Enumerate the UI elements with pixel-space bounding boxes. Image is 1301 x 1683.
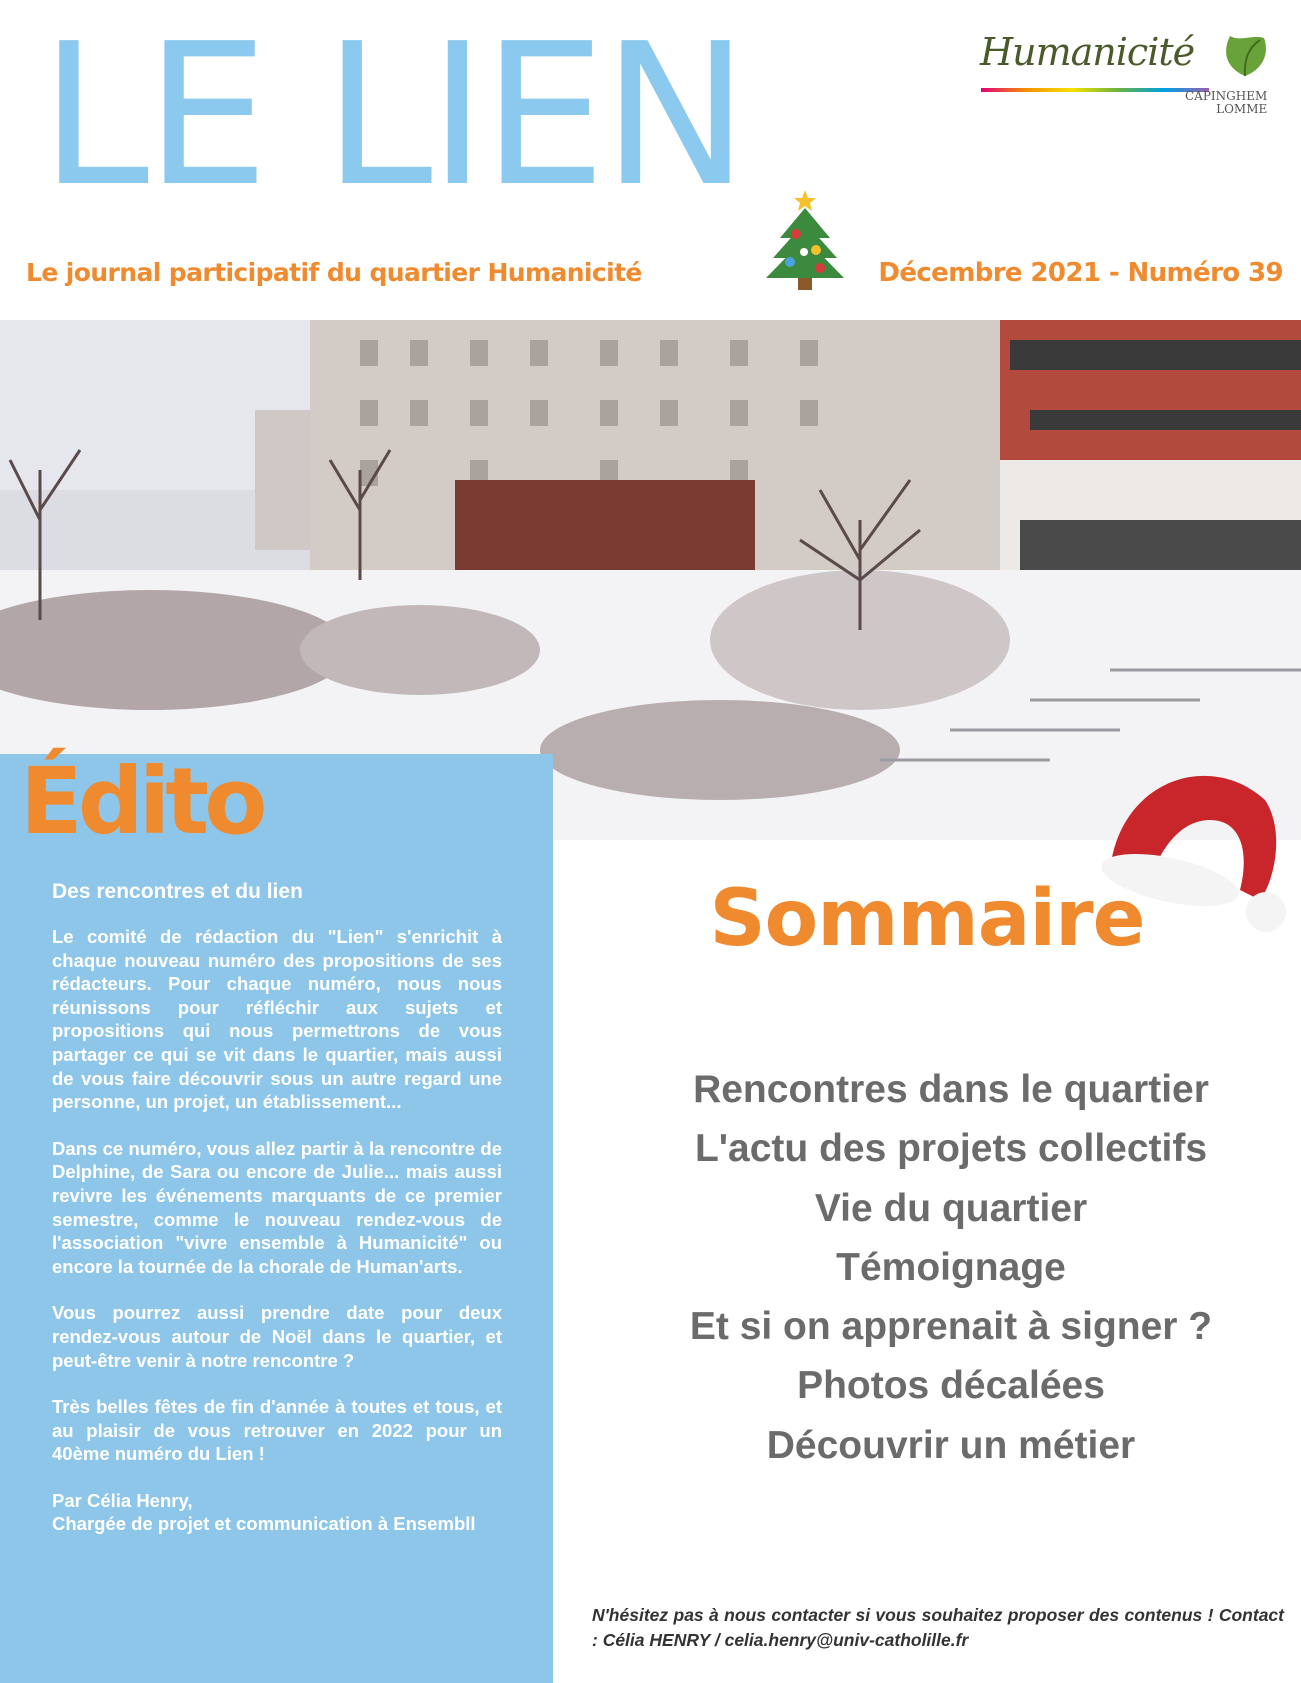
sommaire-item: Photos décalées (797, 1364, 1105, 1408)
sommaire-item: Découvrir un métier (766, 1423, 1136, 1467)
edito-signature (52, 1489, 502, 1536)
edito-paragraph: Dans ce numéro, vous allez partir à la rencontre de Delphine, de Sara ou encore de Julie... mais aussi revivre les événements marquants de ce premier semestre, comme le nouveau rendez-vous de l'association "vivre ensemble à Humanicité" ou encore la tournée de la chorale de Human'arts. (52, 1137, 502, 1277)
sommaire-item: Rencontres dans le quartier (693, 1068, 1209, 1111)
sommaire-item: L'actu des projets collectifs (694, 1127, 1208, 1171)
logo-place-line1: CAPINGHEM (1185, 89, 1268, 103)
edito-paragraph: Le comité de rédaction du "Lien" s'enrichit à chaque nouveau numéro des propositions de ses rédacteurs. Pour chaque numéro, nous nous réunissons pour réfléchir aux sujets et propositions qui nous permettrons de vous partager ce qui se vit dans le quartier, mais aussi de vous faire découvrir sous un autre regard une personne, un projet, un établissement... (52, 926, 502, 1113)
leaf-icon (1220, 30, 1270, 78)
logo-wordmark: Humanicité (980, 30, 1195, 74)
signature-role: Chargée de projet et communication à Ensembll (52, 1513, 476, 1535)
sommaire-list (553, 1060, 1301, 1475)
sommaire-title: Sommaire (709, 874, 1145, 964)
sommaire-item: Et si on apprenait à signer ? (689, 1305, 1213, 1349)
edito-body (52, 925, 502, 1559)
sommaire-item: Témoignage (836, 1245, 1066, 1289)
issue-date: Décembre 2021 - Numéro 39 (878, 258, 1283, 288)
edito-paragraph: Très belles fêtes de fin d'année à toutes et tous, et au plaisir de vous retrouver en 2022 pour un 40ème numéro du Lien ! (52, 1396, 502, 1465)
tagline: Le journal participatif du quartier Humanicité (26, 258, 642, 287)
edito-subtitle: Des rencontres et du lien (52, 880, 303, 903)
logo-color-bar (981, 88, 1209, 92)
sommaire-item: Vie du quartier (814, 1186, 1088, 1230)
logo-place (1185, 90, 1267, 116)
logo-place-line2: LOMME (1216, 102, 1268, 116)
contact-note: N'hésitez pas à nous contacter si vous souhaitez proposer des contenus ! Contact : Célia HENRY / celia.henry@univ-catholille.fr (592, 1605, 1284, 1650)
humanicite-logo (975, 20, 1275, 120)
edito-title: Édito (20, 748, 263, 855)
christmas-tree-icon (760, 182, 850, 294)
masthead-title: LE LIEN (40, 2, 745, 230)
signature-name: Par Célia Henry, (52, 1489, 193, 1511)
edito-paragraph: Vous pourrez aussi prendre date pour deux rendez-vous autour de Noël dans le quartier, et peut-être venir à notre rencontre ? (52, 1302, 502, 1371)
